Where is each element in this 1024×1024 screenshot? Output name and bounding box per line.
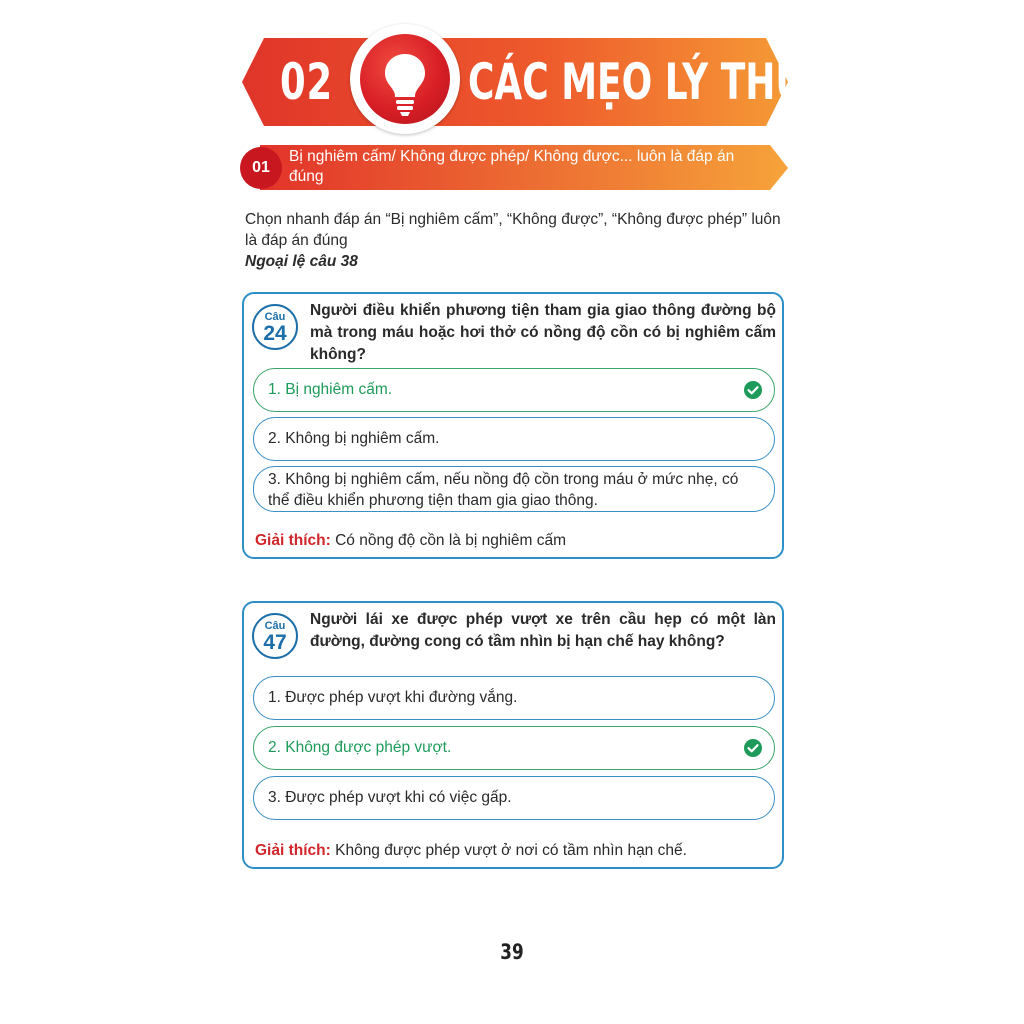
answer-option[interactable] (253, 776, 775, 820)
answer-option-label: 3. Không bị nghiêm cấm, nếu nồng độ cồn trong máu ở mức nhẹ, có thể điều khiển phương tiện tham gia giao thông. (268, 471, 739, 509)
answer-option[interactable] (253, 368, 775, 412)
question-card (242, 601, 784, 869)
answer-option-label: 1. Được phép vượt khi đường vắng. (268, 689, 518, 706)
question-text: Người lái xe được phép vượt xe trên cầu hẹp có một làn đường, đường cong có tầm nhìn bị hạn chế hay không? (310, 611, 776, 650)
page-number: 39 (500, 940, 524, 964)
explanation-text: Không được phép vượt ở nơi có tầm nhìn hạn chế. (335, 842, 687, 859)
answer-option-label: 2. Không bị nghiêm cấm. (268, 430, 440, 447)
check-icon (744, 381, 762, 399)
question-number: 47 (263, 631, 287, 654)
section-number: 02 (280, 53, 333, 111)
explanation (255, 842, 687, 860)
tip-heading (240, 143, 788, 191)
explanation-text: Có nồng độ cồn là bị nghiêm cấm (335, 532, 567, 549)
question-text: Người điều khiển phương tiện tham gia giao thông đường bộ mà trong máu hoặc hơi thở có nồng độ cồn có bị nghiêm cấm không? (310, 302, 776, 363)
explanation-label: Giải thích: (255, 842, 331, 859)
answer-option[interactable] (253, 676, 775, 720)
intro-exception: Ngoại lệ câu 38 (245, 253, 358, 270)
question-number: 24 (263, 322, 287, 345)
question-card (242, 292, 784, 559)
intro-block (245, 209, 790, 272)
question-number-badge (252, 613, 298, 659)
question-label: Câu (264, 620, 286, 632)
answer-option-label: 2. Không được phép vượt. (268, 739, 452, 756)
lightbulb-icon (360, 34, 450, 124)
check-icon (744, 739, 762, 757)
banner-icon-circle (350, 24, 460, 134)
tip-number-badge: 01 (240, 147, 282, 189)
tip-heading-text: Bị nghiêm cấm/ Không được phép/ Không được... luôn là đáp án đúng (289, 148, 735, 185)
answer-option[interactable] (253, 726, 775, 770)
intro-text: Chọn nhanh đáp án “Bị nghiêm cấm”, “Không được”, “Không được phép” luôn là đáp án đúng (245, 211, 781, 249)
explanation (255, 532, 566, 550)
question-number-badge (252, 304, 298, 350)
explanation-label: Giải thích: (255, 532, 331, 549)
answer-option-label: 3. Được phép vượt khi có việc gấp. (268, 789, 512, 806)
answer-option[interactable] (253, 417, 775, 461)
answer-option[interactable] (253, 466, 775, 512)
answer-option-label: 1. Bị nghiêm cấm. (268, 381, 393, 398)
question-label: Câu (264, 311, 286, 323)
section-title: CÁC MẸO LÝ THUYẾT (468, 53, 880, 111)
section-banner (242, 38, 880, 126)
